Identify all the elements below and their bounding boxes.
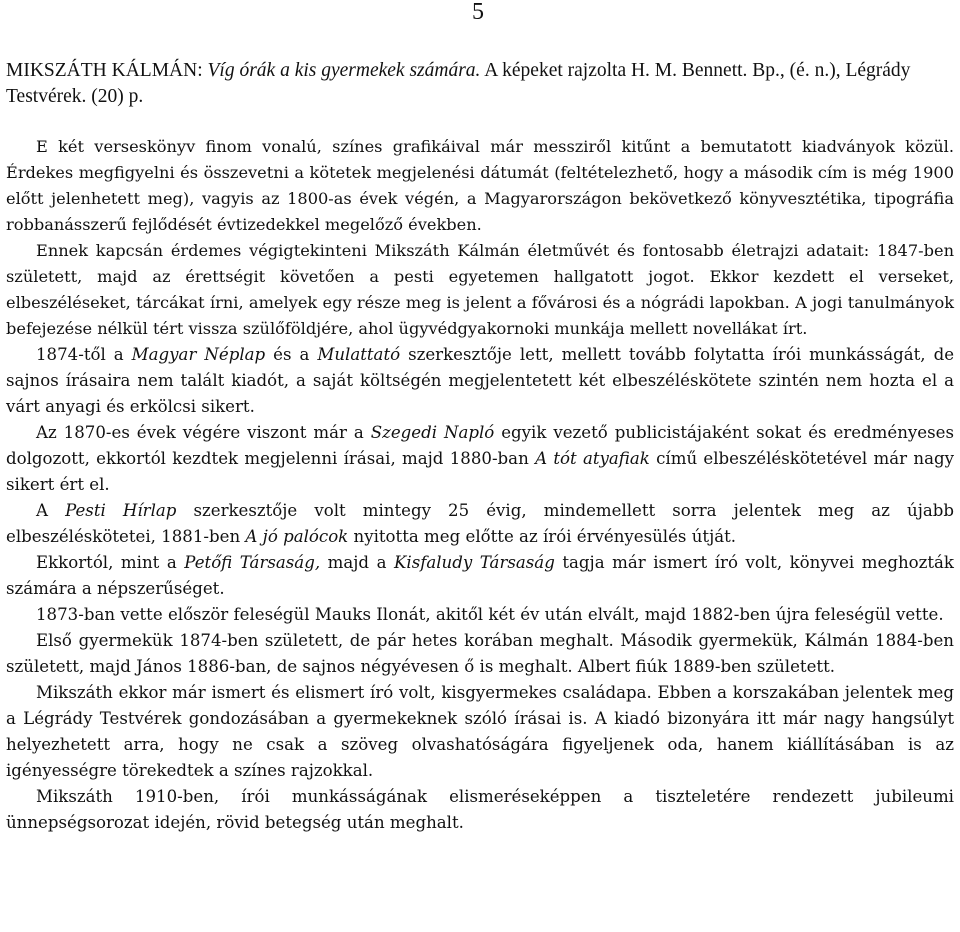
title-szegedi-naplo: Szegedi Napló <box>370 423 495 442</box>
title-petofi-tarsasag: Petőfi Társaság, <box>184 553 321 572</box>
citation-author: MIKSZÁTH KÁLMÁN: <box>6 60 203 81</box>
citation-title: Víg órák a kis gyermekek számára. <box>207 60 481 81</box>
title-magyar-neplap: Magyar Néplap <box>131 345 266 364</box>
paragraph-9: Mikszáth ekkor már ismert és elismert író volt, kisgyermekes családapa. Ebben a korszakában jelentek meg a Légrády Testvérek gondozásában a gyermekeknek szóló írásai is. A kiadó bizonyára itt már nagy hangsúlyt helyezhetett arra, hogy ne csak a szöveg olvashatóságára figyeljenek oda, hanem kiállításában is az igényességre törekedtek a színes rajzokkal. <box>6 683 954 780</box>
page-number: 5 <box>472 0 484 25</box>
citation-details: A képeket rajzolta H. M. Bennett. Bp., (é. n.), Légrády Testvérek. (20) p. <box>6 60 911 107</box>
title-tot-atyafiak: A tót atyafiak <box>535 449 650 468</box>
paragraph-3: 1874-től a Magyar Néplap és a Mulattató szerkesztője lett, mellett tovább folytatta írói munkásságát, de sajnos írásaira nem talált kiadót, a saját költségén megjelentetett két elbeszéléskötete szintén nem hozta el a várt anyagi és erkölcsi sikert. <box>6 345 955 416</box>
title-jo-palocok: A jó palócok <box>245 527 349 546</box>
paragraph-8: Első gyermekük 1874-ben született, de pár hetes korában meghalt. Második gyermekük, Kálmán 1884-ben született, majd János 1886-ban, de sajnos négyévesen ő is meghalt. Albert fiúk 1889-ben született. <box>6 631 954 676</box>
document-body <box>6 58 954 836</box>
paragraph-4: Az 1870-es évek végére viszont már a Szegedi Napló egyik vezető publicistájaként sokat és eredményeses dolgozott, ekkortól kezdtek megjelenni írásai, majd 1880-ban A tót atyafiak című elbeszéléskötetével már nagy sikert ért el. <box>6 423 954 494</box>
citation <box>6 58 954 110</box>
title-pesti-hirlap: Pesti Hírlap <box>65 501 177 520</box>
paragraph-6: Ekkortól, mint a Petőfi Társaság, majd a Kisfaludy Társaság tagja már ismert író volt, könyvei meghozták számára a népszerűséget. <box>6 553 954 598</box>
paragraph-7: 1873-ban vette először feleségül Mauks Ilonát, akitől két év után elvált, majd 1882-ben újra feleségül vette. <box>36 605 944 624</box>
paragraph-2: Ennek kapcsán érdemes végigtekinteni Mikszáth Kálmán életművét és fontosabb életrajzi adatait: 1847-ben született, majd az érettségit követően a pesti egyetemen hallgatott jogot. Ekkor kezdett el verseket, elbeszéléseket, tárcákat írni, amelyek egy része meg is jelent a fővárosi és a nógrádi lapokban. A jogi tanulmányok befejezése nélkül tért vissza szülőföldjére, ahol ügyvédgyakornoki munkája mellett novellákat írt. <box>6 241 954 338</box>
paragraph-5: A Pesti Hírlap szerkesztője volt mintegy 25 évig, mindemellett sorra jelentek meg az újabb elbeszéléskötetei, 1881-ben A jó palócok nyitotta meg előtte az írói érvényesülés útját. <box>6 501 954 546</box>
title-kisfaludy-tarsasag: Kisfaludy Társaság <box>394 553 555 572</box>
paragraph-10: Mikszáth 1910-ben, írói munkásságának elismeréseképpen a tiszteletére rendezett jubileumi ünnepségsorozat idején, rövid betegség után meghalt. <box>6 787 954 832</box>
title-mulattato: Mulattató <box>317 345 401 364</box>
paragraph-1: E két verseskönyv finom vonalú, színes grafikáival már messziről kitűnt a bemutatott kiadványok közül. Érdekes megfigyelni és összevetni a kötetek megjelenési dátumát (feltételezhető, hogy a második cím is még 1900 előtt jelenhetett meg), vagyis az 1800-as évek végén, a Magyarországon bekövetkező könyvesztétika, tipográfia robbanásszerű fejlődését évtizedekkel megelőző években. <box>6 137 954 234</box>
